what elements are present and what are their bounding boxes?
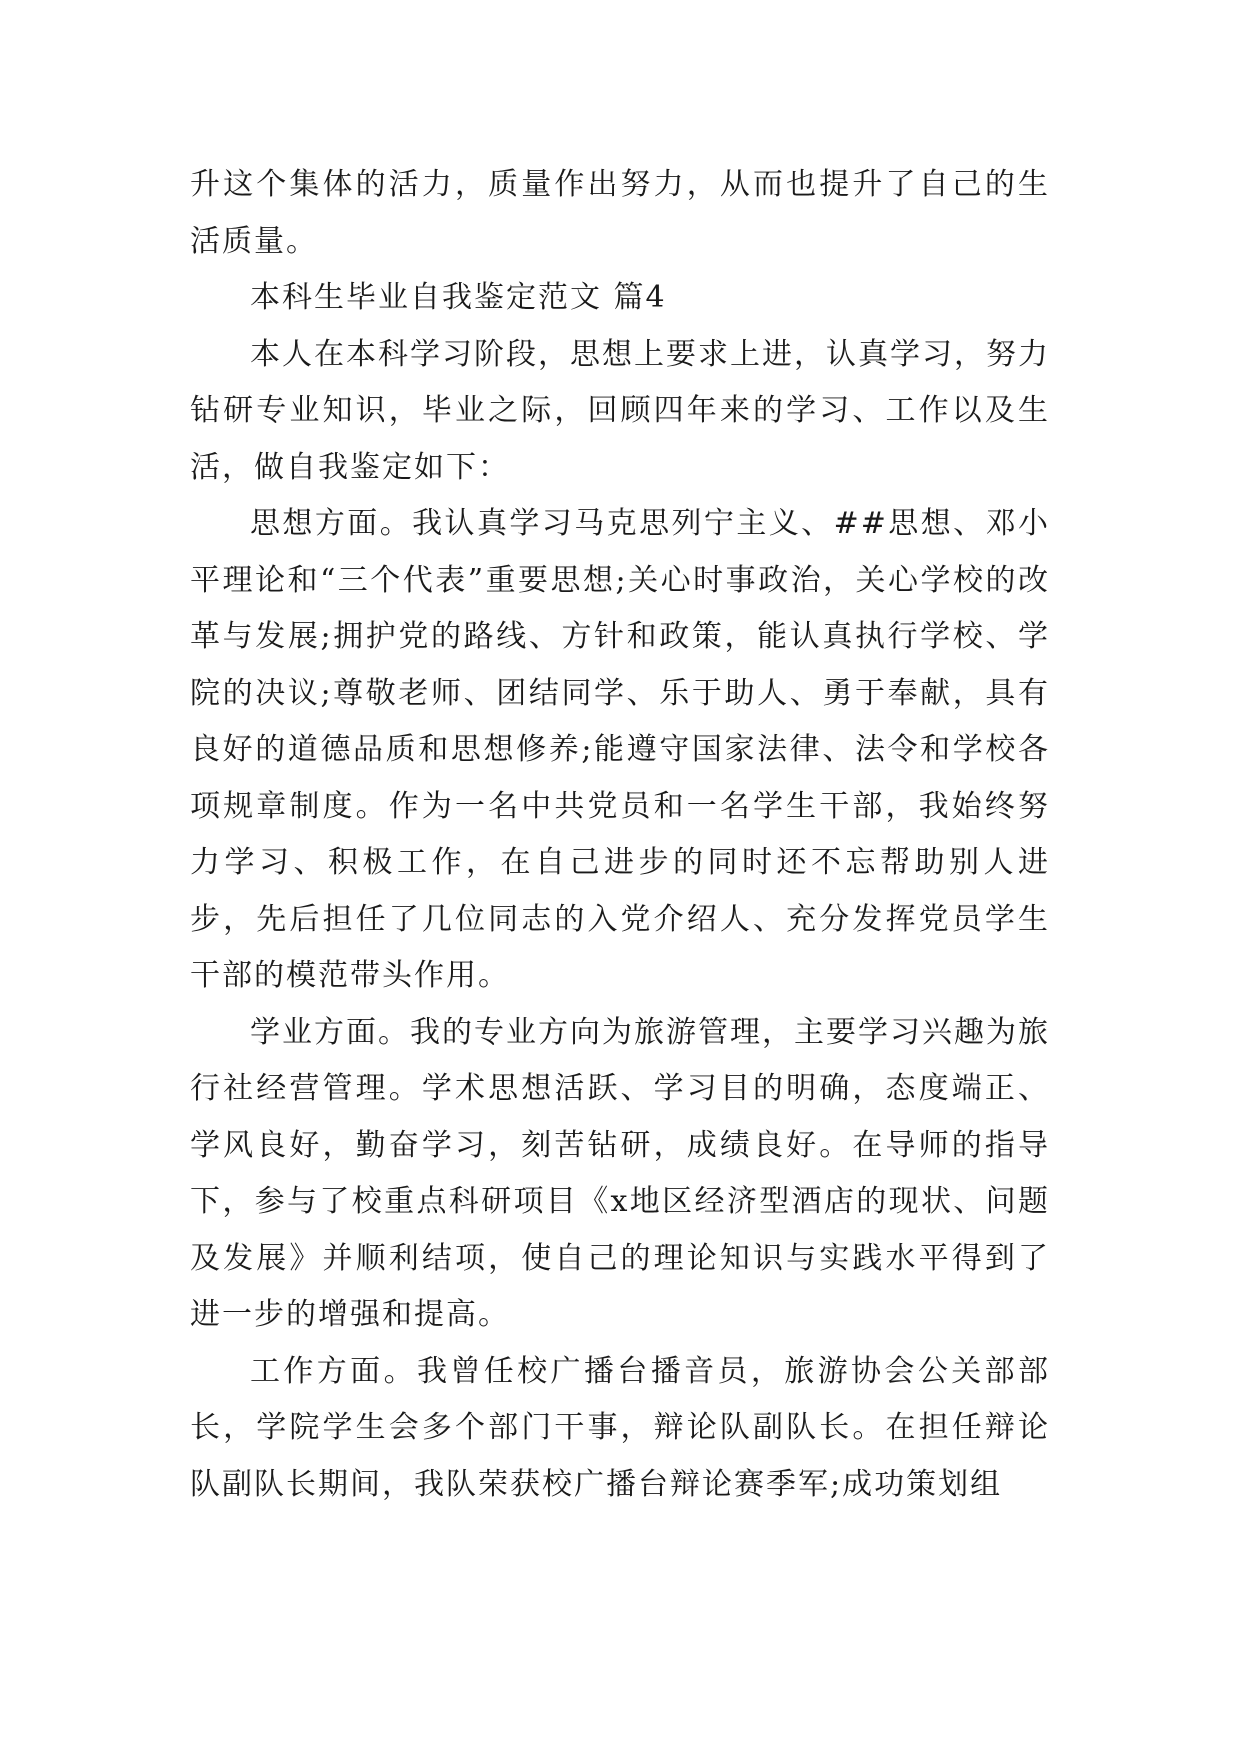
paragraph-thought: 思想方面。我认真学习马克思列宁主义、##思想、邓小平理论和“三个代表”重要思想;关心时事政治，关心学校的改革与发展;拥护党的路线、方针和政策，能认真执行学校、学院的决议;尊敬老师、团结同学、乐于助人、勇于奉献，具有良好的道德品质和思想修养;能遵守国家法律、法令和学校各项规章制度。作为一名中共党员和一名学生干部，我始终努力学习、积极工作，在自己进步的同时还不忘帮助别人进步，先后担任了几位同志的入党介绍人、充分发挥党员学生干部的模范带头作用。: [190, 506, 1050, 993]
paragraph-study: 学业方面。我的专业方向为旅游管理，主要学习兴趣为旅行社经营管理。学术思想活跃、学习目的明确，态度端正、学风良好，勤奋学习，刻苦钻研，成绩良好。在导师的指导下，参与了校重点科研项目《x地区经济型酒店的现状、问题及发展》并顺利结项，使自己的理论知识与实践水平得到了进一步的增强和提高。: [190, 1014, 1050, 1332]
continuation-paragraph: 升这个集体的活力，质量作出努力，从而也提升了自己的生活质量。: [190, 167, 1050, 259]
paragraph-work: 工作方面。我曾任校广播台播音员，旅游协会公关部部长，学院学生会多个部门干事，辩论队副队长。在担任辩论队副队长期间，我队荣获校广播台辩论赛季军;成功策划组: [190, 1353, 1050, 1502]
section-heading: 本科生毕业自我鉴定范文 篇4: [250, 280, 667, 315]
document-body: [190, 157, 1050, 1513]
paragraph-intro: 本人在本科学习阶段，思想上要求上进，认真学习，努力钻研专业知识，毕业之际，回顾四年来的学习、工作以及生活，做自我鉴定如下：: [190, 336, 1050, 485]
